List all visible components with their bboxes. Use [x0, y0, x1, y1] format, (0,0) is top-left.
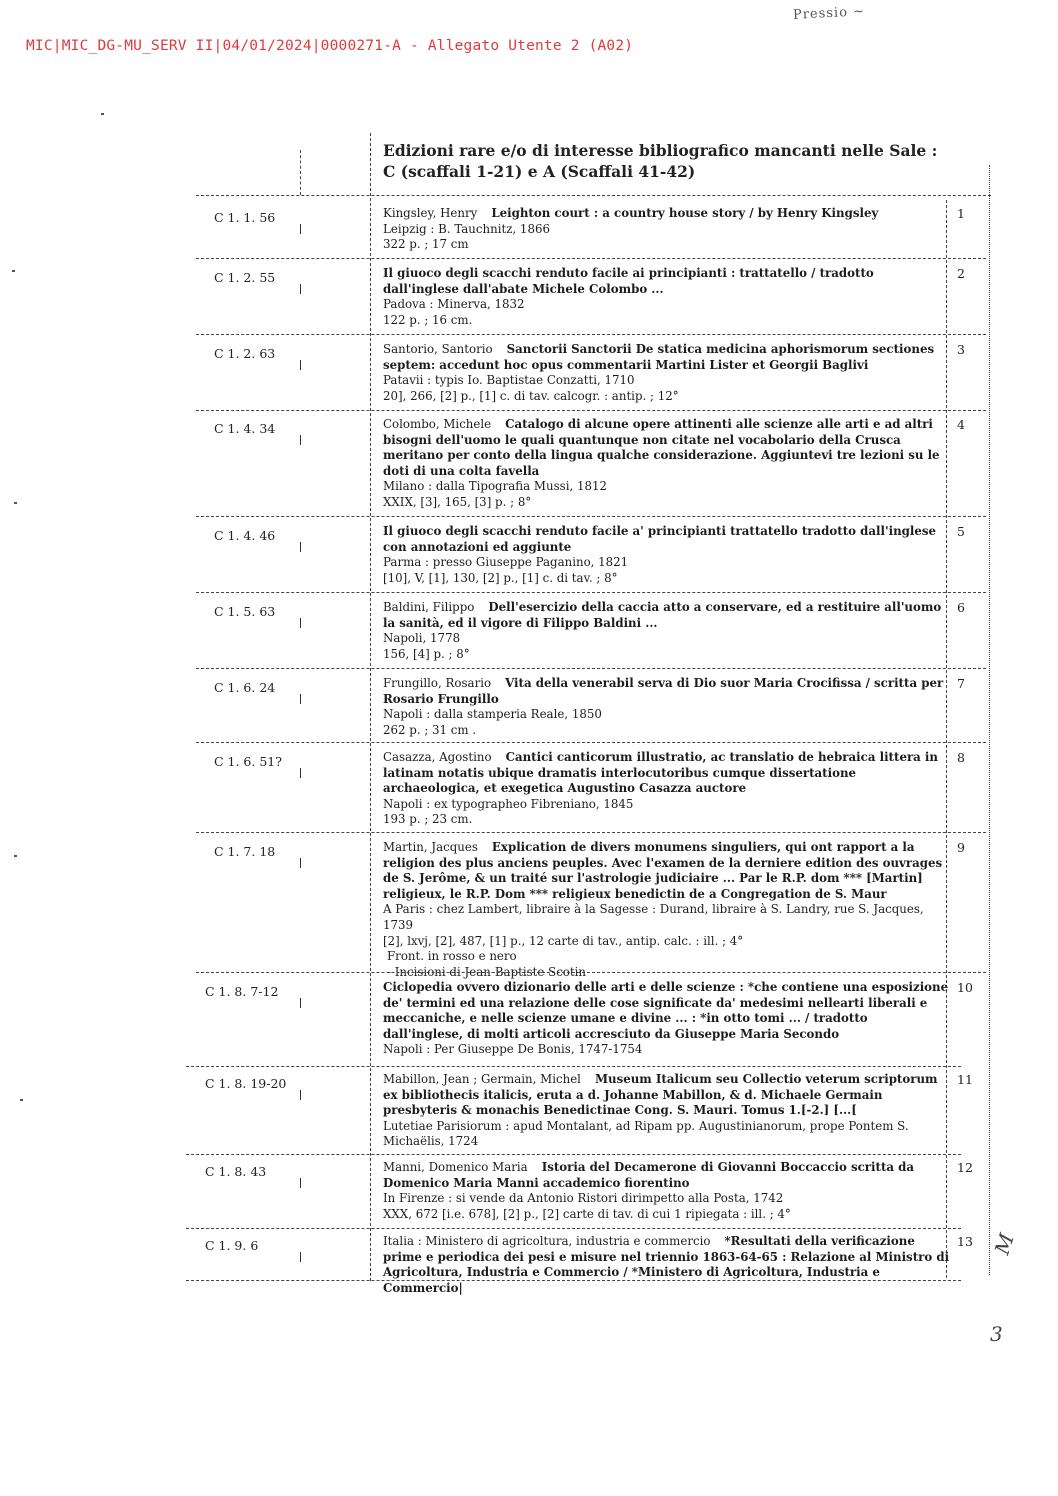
row-separator — [186, 1228, 961, 1229]
entry-author: Italia : Ministero di agricoltura, industria e commercio — [383, 1234, 711, 1248]
protocol-stamp: MIC|MIC_DG-MU_SERV II|04/01/2024|0000271-A - Allegato Utente 2 (A02) — [26, 38, 634, 54]
entry-detail-line: XXX, 672 [i.e. 678], [2] p., [2] carte di tav. di cui 1 ripiegata : ill. ; 4° — [383, 1206, 791, 1221]
row-separator — [196, 742, 986, 743]
scan-mark — [14, 502, 17, 504]
bibliographic-entry — [383, 524, 951, 586]
entry-number: 2 — [957, 266, 965, 281]
heading-line-1: Edizioni rare e/o di interesse bibliografico mancanti nelle Sale : — [383, 141, 938, 160]
shelf-mark: C 1. 4. 46 — [214, 528, 276, 543]
entry-detail-line: [2], lxvj, [2], 487, [1] p., 12 carte di tav., antip. calc. : ill. ; 4° — [383, 933, 744, 948]
row-tick — [300, 224, 301, 234]
entry-detail-line: 262 p. ; 31 cm . — [383, 722, 477, 737]
entry-detail-line: A Paris : chez Lambert, libraire à la Sagesse : Durand, libraire à S. Landry, rue S. Jacques, 1739 — [383, 902, 924, 932]
bibliographic-entry — [383, 980, 951, 1058]
entry-detail-line: 20], 266, [2] p., [1] c. di tav. calcogr. : antip. ; 12° — [383, 388, 679, 403]
entry-detail-line: Padova : Minerva, 1832 — [383, 297, 525, 312]
entry-title: Ciclopedia ovvero dizionario delle arti e delle scienze : *che contiene una esposizione de' termini ed una relazione delle cose significate da' medesimi nellearti liberali e meccaniche, e nelle scienze umane e divine ... : *in otto tomi ... / tradotto dall'inglese, di molti articoli accresciuto da Giuseppe Maria Secondo — [383, 980, 949, 1041]
row-tick — [300, 998, 301, 1008]
bibliographic-entry — [383, 676, 951, 738]
entry-author: Manni, Domenico Maria — [383, 1160, 528, 1174]
row-tick — [300, 1252, 301, 1262]
row-separator — [196, 832, 986, 833]
bibliographic-entry — [383, 1072, 951, 1150]
entry-detail-line: 193 p. ; 23 cm. — [383, 812, 473, 827]
row-tick — [300, 284, 301, 294]
entry-number: 9 — [957, 840, 965, 855]
entry-title: Il giuoco degli scacchi renduto facile ai principianti : trattatello / tradotto dall'inglese dall'abate Michele Colombo ... — [383, 266, 874, 296]
bibliographic-entry — [383, 600, 951, 662]
entry-detail-line: Napoli, 1778 — [383, 631, 461, 646]
shelf-mark: C 1. 2. 55 — [214, 270, 276, 285]
row-tick — [300, 1090, 301, 1100]
entry-author: Kingsley, Henry — [383, 206, 478, 220]
entry-number: 13 — [957, 1234, 973, 1249]
row-separator — [186, 1280, 961, 1281]
shelf-mark: C 1. 9. 6 — [205, 1238, 259, 1253]
entry-detail-line: [10], V, [1], 130, [2] p., [1] c. di tav. ; 8° — [383, 570, 618, 585]
bibliographic-entry — [383, 750, 951, 828]
handwritten-note: Pressio ~ — [792, 4, 866, 23]
entry-number: 10 — [957, 980, 973, 995]
bibliographic-entry — [383, 1234, 951, 1296]
entry-title: Sanctorii Sanctorii De statica medicina aphorismorum sectiones septem: accedunt hoc opus commentarii Martini Lister et Georgii Baglivi — [383, 342, 935, 372]
entry-title: Leighton court : a country house story / by Henry Kingsley — [491, 206, 879, 220]
entry-number: 11 — [957, 1072, 973, 1087]
row-separator — [196, 258, 986, 259]
entry-detail-line: Lutetiae Parisiorum : apud Montalant, ad Ripam pp. Augustinianorum, prope Pontem S. Michaëlis, 1724 — [383, 1118, 909, 1149]
shelf-mark: C 1. 6. 24 — [214, 680, 276, 695]
shelf-mark: C 1. 8. 7-12 — [205, 984, 279, 999]
shelf-mark: C 1. 6. 51? — [214, 754, 282, 769]
entry-number: 5 — [957, 524, 965, 539]
entry-author: Frungillo, Rosario — [383, 676, 492, 690]
entry-detail-line: XXIX, [3], 165, [3] p. ; 8° — [383, 494, 532, 509]
column-divider-left — [370, 133, 371, 1281]
entry-author: Mabillon, Jean ; Germain, Michel — [383, 1072, 581, 1086]
entry-title: Catalogo di alcune opere attinenti alle scienze alle arti e ad altri bisogni dell'uomo le quali quantunque non citate nel vocabolario della Crusca meritano per conto della lingua qualche considerazione. Aggiuntevi tre lezioni su le doti di una colta favella — [383, 417, 940, 478]
bibliographic-entry — [383, 1160, 951, 1222]
entry-note: Front. in rosso e nero — [387, 949, 517, 964]
row-separator — [196, 334, 986, 335]
entry-detail-line: Patavii : typis Io. Baptistae Conzatti, 1710 — [383, 373, 635, 388]
row-tick — [300, 360, 301, 370]
row-separator — [196, 592, 986, 593]
entry-detail-line: Napoli : Per Giuseppe De Bonis, 1747-1754 — [383, 1042, 643, 1057]
row-tick — [300, 618, 301, 628]
shelf-mark: C 1. 8. 43 — [205, 1164, 267, 1179]
row-separator — [196, 410, 986, 411]
scan-mark — [14, 855, 17, 857]
bibliographic-entry — [383, 417, 951, 511]
bibliographic-entry — [383, 266, 951, 328]
scan-mark — [20, 1099, 23, 1101]
entry-title: *Resultati della verificazione prime e periodica dei pesi e misure nel triennio 1863-64-65 : Relazione al Ministro di Agricoltura, Industria e Commercio / *Ministero di Agricoltura, Industria e Commercio| — [383, 1234, 950, 1295]
entry-title: Cantici canticorum illustratio, ac translatio de hebraica littera in latinam notatis ubique dramatis interlocutoribus cumque dissertatione archaeologica, et exegetica Augustino Casazza auctore — [383, 750, 938, 796]
row-tick — [300, 1178, 301, 1188]
entry-detail-line: Leipzig : B. Tauchnitz, 1866 — [383, 221, 550, 236]
entry-number: 8 — [957, 750, 965, 765]
shelf-mark: C 1. 8. 19-20 — [205, 1076, 287, 1091]
entry-number: 7 — [957, 676, 965, 691]
entry-author: Colombo, Michele — [383, 417, 492, 431]
heading-line-2: C (scaffali 1-21) e A (Scaffali 41-42) — [383, 162, 696, 181]
shelf-mark: C 1. 1. 56 — [214, 210, 276, 225]
entry-author: Baldini, Filippo — [383, 600, 475, 614]
row-tick — [300, 858, 301, 868]
bibliographic-entry — [383, 342, 951, 404]
column-divider-heading — [300, 150, 301, 195]
entry-author: Martin, Jacques — [383, 840, 478, 854]
row-separator — [196, 972, 986, 973]
entry-number: 12 — [957, 1160, 973, 1175]
row-tick — [300, 694, 301, 704]
entry-detail-line: In Firenze : si vende da Antonio Ristori dirimpetto alla Posta, 1742 — [383, 1191, 784, 1206]
entry-detail-line: Parma : presso Giuseppe Paganino, 1821 — [383, 555, 629, 570]
entry-detail-line: 156, [4] p. ; 8° — [383, 646, 470, 661]
entry-title: Istoria del Decamerone di Giovanni Boccaccio scritta da Domenico Maria Manni accademico fiorentino — [383, 1160, 915, 1190]
entry-title: Dell'esercizio della caccia atto a conservare, ed a restituire all'uomo la sanità, ed il vigore di Filippo Baldini ... — [383, 600, 942, 630]
shelf-mark: C 1. 7. 18 — [214, 844, 276, 859]
bibliographic-entry — [383, 840, 951, 980]
page-number: 3 — [990, 1322, 1003, 1346]
entry-detail-line: Napoli : dalla stamperia Reale, 1850 — [383, 707, 602, 722]
row-separator — [196, 516, 986, 517]
entry-number: 4 — [957, 417, 965, 432]
heading-rule — [196, 195, 991, 196]
entry-number: 3 — [957, 342, 965, 357]
entry-detail-line: 122 p. ; 16 cm. — [383, 312, 473, 327]
row-separator — [186, 1154, 961, 1155]
entry-title: Explication de divers monumens singuliers, qui ont rapport a la religion des plus anciens peuples. Avec l'examen de la derniere edition des ouvrages de S. Jerôme, & un traité sur l'astrologie judiciaire ... Par le R.P. dom *** [Martin] religieux, le R.P. Dom *** religieux benedictin de a Congregation de S. Maur — [383, 840, 943, 901]
entry-author: Santorio, Santorio — [383, 342, 493, 356]
column-divider-outer — [989, 165, 990, 1275]
entry-author: Casazza, Agostino — [383, 750, 492, 764]
entry-detail-line: Milano : dalla Tipografia Mussi, 1812 — [383, 479, 607, 494]
scan-mark — [12, 270, 15, 272]
entry-note: - Incisioni di Jean-Baptiste Scotin — [387, 964, 587, 979]
shelf-mark: C 1. 2. 63 — [214, 346, 276, 361]
row-tick — [300, 435, 301, 445]
scan-mark — [101, 113, 104, 115]
entry-detail-line: 322 p. ; 17 cm — [383, 237, 469, 252]
entry-number: 6 — [957, 600, 965, 615]
entry-detail-line: Napoli : ex typographeo Fibreniano, 1845 — [383, 796, 634, 811]
bibliographic-entry — [383, 206, 951, 253]
row-separator — [196, 668, 986, 669]
row-tick — [300, 542, 301, 552]
entry-title: Il giuoco degli scacchi renduto facile a' principianti trattatello tradotto dall'inglese con annotazioni ed aggiunte — [383, 524, 937, 554]
shelf-mark: C 1. 4. 34 — [214, 421, 276, 436]
row-tick — [300, 768, 301, 778]
shelf-mark: C 1. 5. 63 — [214, 604, 276, 619]
row-separator — [186, 1066, 961, 1067]
entry-number: 1 — [957, 206, 965, 221]
page-heading — [383, 140, 937, 182]
entry-title: Vita della venerabil serva di Dio suor Maria Crocifissa / scritta per Rosario Frungillo — [383, 676, 944, 706]
entry-title: Museum Italicum seu Collectio veterum scriptorum ex bibliothecis italicis, eruta a d. Johanne Mabillon, & d. Michaele Germain presbyteris & monachis Benedictinae Cong. S. Mauri. Tomus 1.[-2.] [...[ — [383, 1072, 938, 1118]
handwritten-initials: M — [989, 1230, 1019, 1258]
